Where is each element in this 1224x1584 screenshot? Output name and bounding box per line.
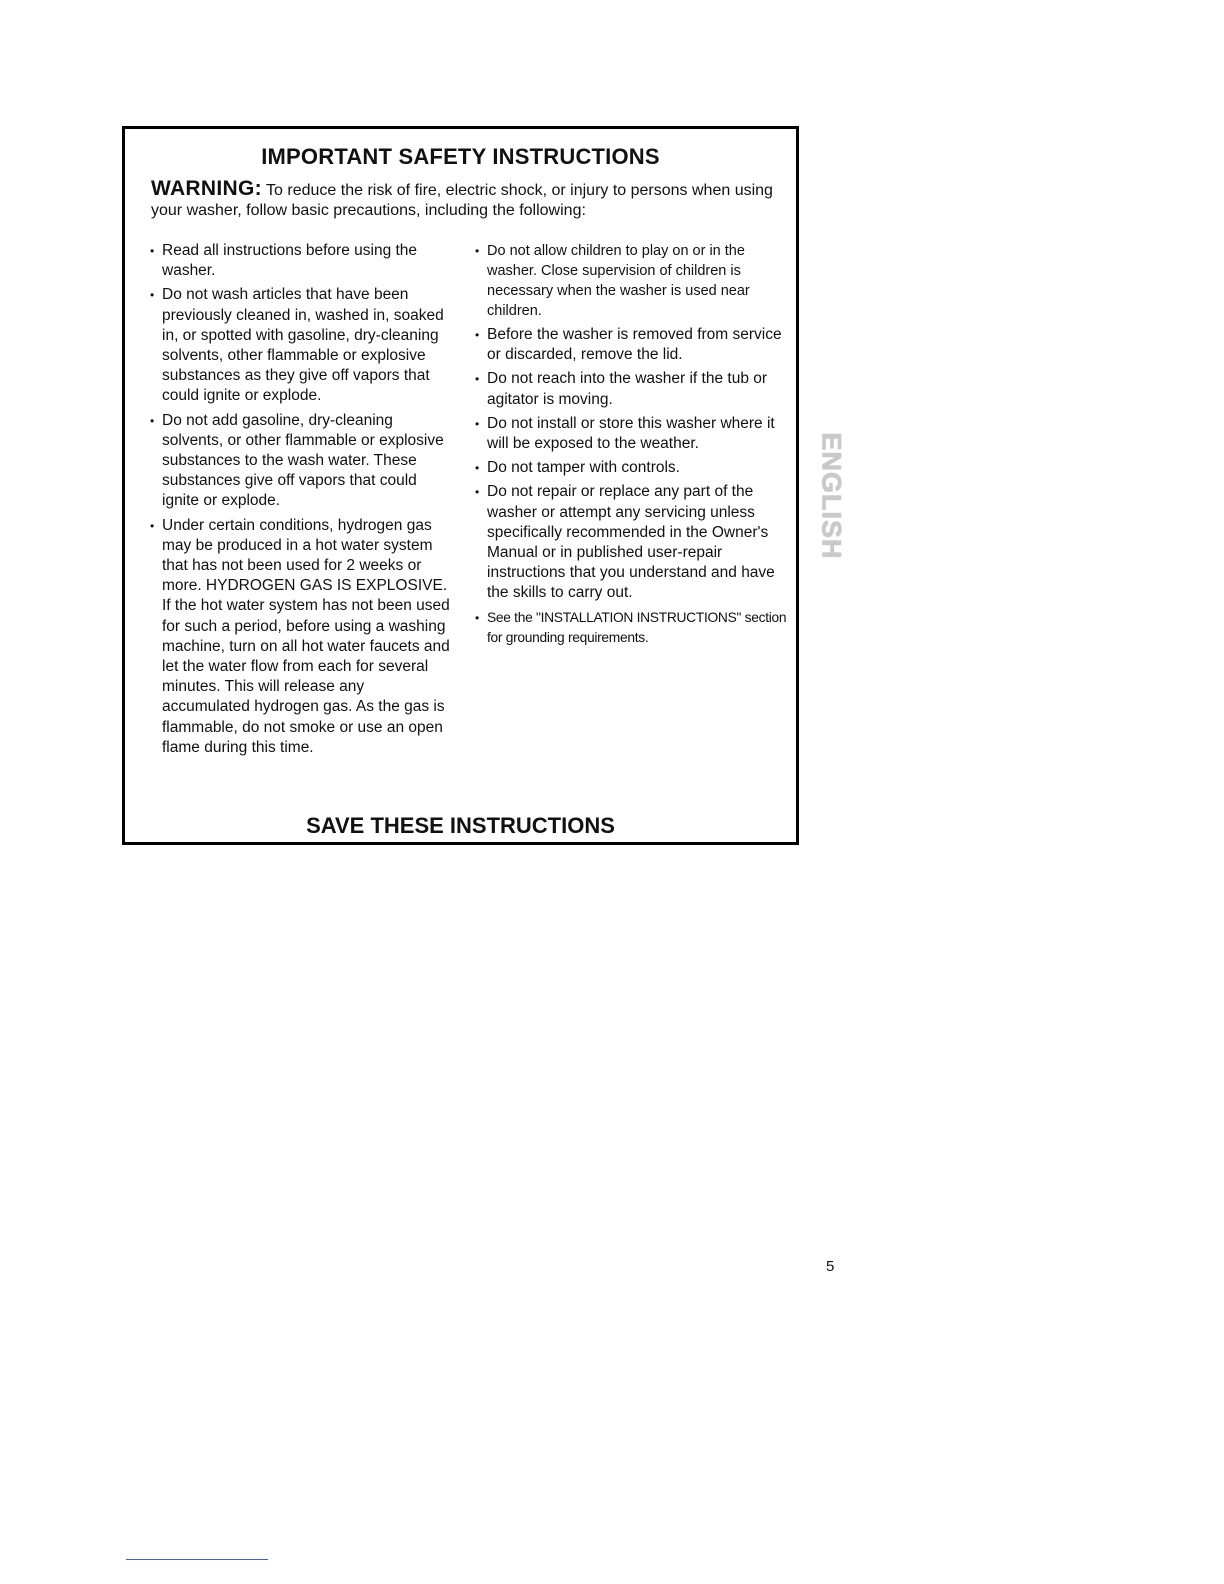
language-tab-label: ENGLISH: [816, 432, 847, 560]
save-instructions-heading: SAVE THESE INSTRUCTIONS: [306, 813, 615, 838]
page-number: 5: [826, 1258, 835, 1275]
language-side-tab: [816, 410, 847, 582]
footer-rule: [126, 1559, 268, 1560]
list-item: • Do not reach into the washer if the tub or agitator is moving.: [475, 369, 787, 409]
list-item: • Do not repair or replace any part of the washer or attempt any servicing unless specifically recommended in the Owner's Manual or in published user-repair instructions that you understand and have the skills to carry out.: [475, 482, 787, 603]
list-item: • Under certain conditions, hydrogen gas may be produced in a hot water system that has not been used for 2 weeks or more. HYDROGEN GAS IS EXPLOSIVE. If the hot water system has not been used for such a period, before using a washing machine, turn on all hot water faucets and let the water flow from each for several minutes. This will release any accumulated hydrogen gas. As the gas is flammable, do not smoke or use an open flame during this time.: [150, 516, 450, 758]
warning-paragraph: [151, 179, 776, 221]
list-item: • Do not add gasoline, dry-cleaning solvents, or other flammable or explosive substances to the wash water. These substances give off vapors that could ignite or explode.: [150, 411, 450, 512]
list-item: • Read all instructions before using the washer.: [150, 241, 450, 281]
warning-label: WARNING:: [151, 177, 262, 200]
safety-list-left: [150, 241, 450, 762]
safety-list-right: [475, 241, 787, 652]
list-item: • Do not install or store this washer where it will be exposed to the weather.: [475, 414, 787, 454]
warning-text: To reduce the risk of fire, electric shock, or injury to persons when using your washer, follow basic precautions, including the following:: [151, 182, 773, 219]
list-item: • Do not wash articles that have been previously cleaned in, washed in, soaked in, or spotted with gasoline, dry-cleaning solvents, other flammable or explosive substances as they give off vapors that could ignite or explode.: [150, 285, 450, 406]
list-item: • Before the washer is removed from service or discarded, remove the lid.: [475, 325, 787, 365]
safety-instructions-box: [122, 126, 799, 845]
list-item: • Do not allow children to play on or in the washer. Close supervision of children is necessary when the washer is used near children.: [475, 241, 787, 321]
list-item: • Do not tamper with controls.: [475, 458, 787, 478]
safety-title: IMPORTANT SAFETY INSTRUCTIONS: [261, 144, 660, 169]
list-item: • See the "INSTALLATION INSTRUCTIONS" section for grounding requirements.: [475, 608, 787, 648]
